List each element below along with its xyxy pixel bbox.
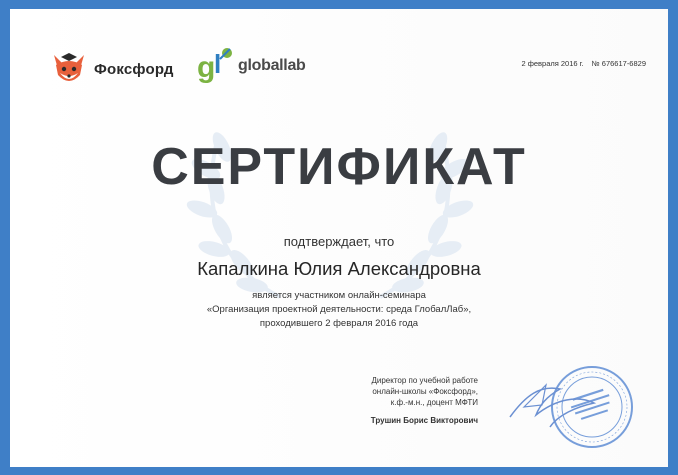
foxford-logo-icon	[50, 51, 88, 87]
signatory-name: Трушин Борис Викторович	[370, 416, 478, 425]
svg-text:g: g	[197, 51, 216, 83]
signatory-position	[278, 375, 478, 408]
position-line-1: Директор по учебной работе	[371, 376, 478, 385]
confirms-text: подтверждает, что	[283, 234, 395, 249]
globallab-logo-icon	[196, 43, 238, 83]
certificate-number: № 676617-6829	[591, 59, 646, 68]
official-stamp-icon	[506, 355, 638, 455]
position-line-2: онлайн-школы «Фоксфорд»,	[372, 387, 478, 396]
seminar-title: «Организация проектной деятельности: среда ГлобалЛаб»,	[206, 304, 472, 315]
issue-date: 2 февраля 2016 г.	[521, 59, 584, 68]
certificate-title: СЕРТИФИКАТ	[151, 138, 527, 196]
svg-text:l: l	[214, 49, 222, 79]
participation-line: является участником онлайн-семинара	[252, 290, 426, 301]
seminar-date: проходившего 2 февраля 2016 года	[259, 318, 419, 329]
recipient-name: Капалкина Юлия Александровна	[197, 258, 481, 279]
position-line-3: к.ф.-м.н., доцент МФТИ	[390, 398, 478, 407]
globallab-name: globallab	[238, 57, 306, 74]
certificate-sheet	[10, 9, 668, 467]
certificate-meta	[515, 59, 646, 68]
foxford-name: Фоксфорд	[94, 61, 174, 78]
